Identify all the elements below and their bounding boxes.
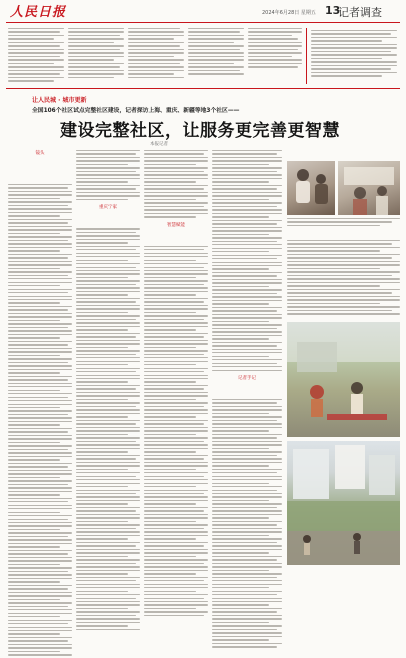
masthead-rule (6, 22, 400, 23)
headline: 建设完整社区，让服务更完善更智慧 (60, 121, 340, 141)
sidebar-heading: 镜头 (35, 151, 45, 156)
byline: 本报记者 (150, 142, 168, 147)
top-column-5 (248, 28, 302, 70)
right-text-block (287, 240, 400, 317)
sidebar-heading: 重庆宁家 (99, 205, 117, 211)
sidebar-heading: 智慧赋能 (167, 222, 185, 228)
photo-workers (287, 161, 335, 215)
top-column-4 (188, 28, 244, 77)
sidebar-heading: 记者手记 (238, 375, 256, 381)
photo-caption (287, 218, 400, 234)
body-column-4 (212, 150, 282, 650)
photo-interior (338, 161, 400, 215)
top-column-3 (128, 28, 184, 80)
subheadline: 全国106个社区试点完整社区建设，记者探访上海、重庆、新疆等地3个社区—— (32, 108, 240, 114)
newspaper-logo: 人民日报 (10, 5, 67, 20)
body-column-3 (144, 150, 208, 618)
body-column-1 (8, 150, 72, 658)
top-right-sidebar (306, 28, 401, 84)
top-column-1 (8, 28, 64, 84)
photo-community-street (287, 441, 400, 565)
issue-date: 2024年6月28日 星期五 (262, 10, 316, 16)
body-column-2 (76, 150, 140, 632)
photo-playground (287, 322, 400, 437)
section-title: 记者调查 (338, 6, 382, 19)
top-column-2 (68, 28, 124, 80)
kicker: 让人民城 · 城市更新 (32, 97, 87, 104)
page-number: 13 (325, 4, 341, 17)
headline-rule (6, 88, 400, 89)
